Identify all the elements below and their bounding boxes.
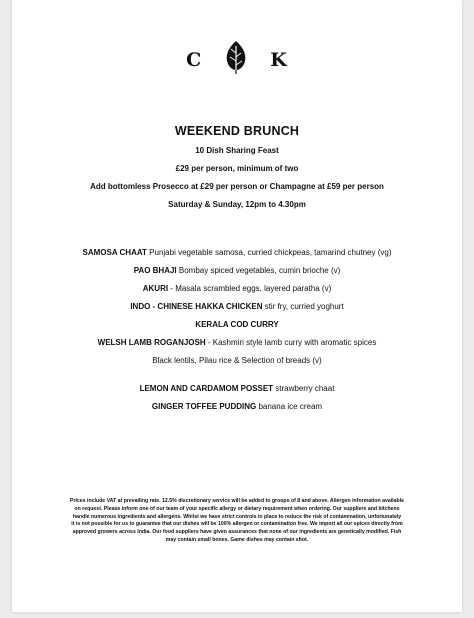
allergen-footer xyxy=(66,498,408,545)
menu-page xyxy=(12,0,462,612)
footer-line: it is not possible for us to guarantee that our dishes will be 100% allergen or contamination free. We import all our spices directly from xyxy=(71,521,403,528)
dessert-name: GINGER TOFFEE PUDDING xyxy=(151,402,257,411)
menu-subtitle: 10 Dish Sharing Feast xyxy=(195,146,279,155)
drinks-line: Add bottomless Prosecco at £29 per person or Champagne at £59 per person xyxy=(90,182,384,191)
logo-letter-right: K xyxy=(270,48,288,71)
list-item xyxy=(12,338,462,347)
dish-desc: Bombay spiced vegetables, cumin brioche (v) xyxy=(176,266,341,275)
footer-line: handle numerous ingredients and allergens. Whilst we have strict controls in place to reduce the risk of contamination, unfortunately xyxy=(72,513,402,520)
list-item xyxy=(12,320,462,329)
dessert-name: LEMON AND CARDAMOM POSSET xyxy=(139,384,274,393)
footer-line: approved growers across India. Our food suppliers have given assurances that none of our ingredients are genetically modified. Fish xyxy=(72,529,402,536)
dessert-desc: strawberry chaat xyxy=(273,384,335,393)
dish-desc: Black lentils, Pilau rice & Selection of breads (v) xyxy=(152,356,322,365)
list-item xyxy=(12,356,462,365)
dish-desc: - Kashmiri style lamb curry with aromatic spices xyxy=(205,338,377,347)
logo-letter-left: C xyxy=(186,48,203,71)
dish-name: PAO BHAJI xyxy=(133,266,177,275)
dish-desc: Punjabi vegetable samosa, curried chickpeas, tamarind chutney (vg) xyxy=(146,248,392,257)
logo xyxy=(12,40,462,79)
dish-name: WELSH LAMB ROGANJOSH xyxy=(97,338,206,347)
list-item xyxy=(12,284,462,293)
dish-name: KERALA COD CURRY xyxy=(195,320,279,329)
dish-desc: stir fry, curried yoghurt xyxy=(262,302,344,311)
dessert-desc: banana ice cream xyxy=(256,402,323,411)
dish-name: INDO - CHINESE HAKKA CHICKEN xyxy=(130,302,263,311)
footer-line: Prices include VAT at prevailing rate. 12.5% discretionary service will be added to groups of 8 and above. Allergen information available xyxy=(69,498,405,504)
dish-name: AKURI xyxy=(142,284,169,293)
list-item xyxy=(12,248,462,257)
times-line: Saturday & Sunday, 12pm to 4.30pm xyxy=(168,200,306,209)
list-item xyxy=(12,302,462,311)
dish-desc: - Masala scrambled eggs, layered paratha (v) xyxy=(168,284,332,293)
list-item xyxy=(12,384,462,393)
dish-name: SAMOSA CHAAT xyxy=(82,248,147,257)
leaf-icon xyxy=(224,40,248,79)
list-item xyxy=(12,266,462,275)
price-line: £29 per person, minimum of two xyxy=(175,164,299,173)
footer-line: on request. Please inform one of our team of your specific allergy or dietary requirement when ordering. Our suppliers and kitchens xyxy=(74,505,400,512)
list-item xyxy=(12,402,462,411)
menu-title: WEEKEND BRUNCH xyxy=(174,124,300,138)
footer-line: may contain small bones. Game dishes may contain shot. xyxy=(165,536,309,543)
